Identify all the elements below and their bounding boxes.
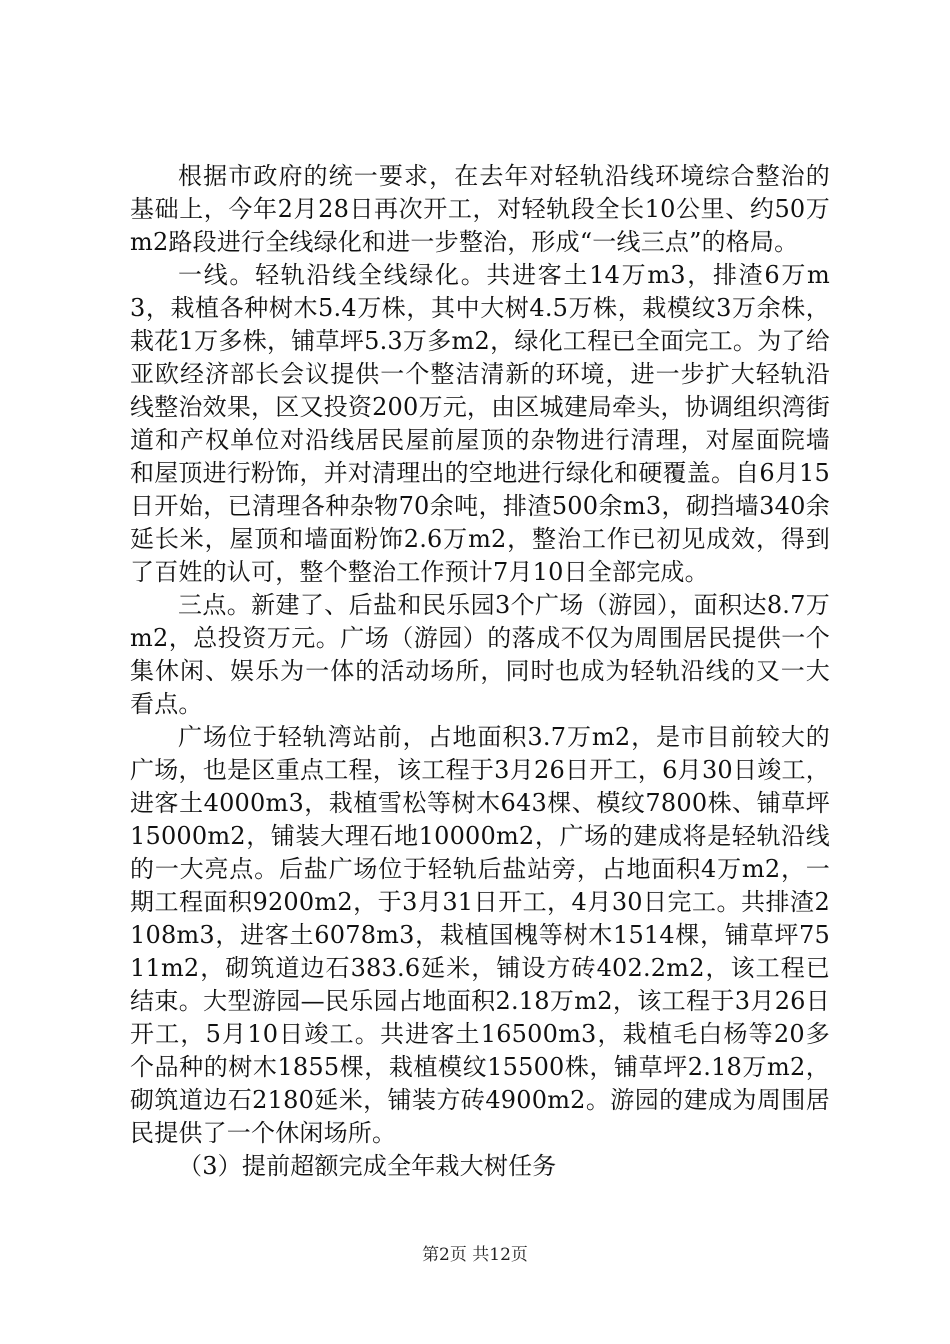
paragraph-section-heading: （3）提前超额完成全年栽大树任务: [178, 1152, 557, 1180]
paragraph-one-line: 一线。轻轨沿线全线绿化。共进客土14万m3，排渣6万m3，栽植各种树木5.4万株，其中大树4.5万株，栽模纹3万余株，栽花1万多株，铺草坪5.3万多m2，绿化工程已全面完工。为了给亚欧经济部长会议提供一个整洁清新的环境，进一步扩大轻轨沿线整治效果，区又投资200万元，由区城建局牵头，协调组织湾街道和产权单位对沿线居民屋前屋顶的杂物进行清理，对屋面院墙和屋顶进行粉饰，并对清理出的空地进行绿化和硬覆盖。自6月15日开始，已清理各种杂物70余吨，排渣500余m3，砌挡墙340余延长米，屋顶和墙面粉饰2.6万m2，整治工作已初见成效，得到了百姓的认可，整个整治工作预计7月10日全部完成。: [130, 261, 830, 586]
paragraph-plaza-details: 广场位于轻轨湾站前，占地面积3.7万m2，是市目前较大的广场，也是区重点工程，该工程于3月26日开工，6月30日竣工，进客土4000m3，栽植雪松等树木643棵、模纹7800株、铺草坪15000m2，铺装大理石地10000m2，广场的建成将是轻轨沿线的一大亮点。后盐广场位于轻轨后盐站旁，占地面积4万m2，一期工程面积9200m2，于3月31日开工，4月30日完工。共排渣2108m3，进客土6078m3，栽植国槐等树木1514棵，铺草坪7511m2，砌筑道边石383.6延米，铺设方砖402.2m2，该工程已结束。大型游园—民乐园占地面积2.18万m2，该工程于3月26日开工，5月10日竣工。共进客土16500m3，栽植毛白杨等20多个品种的树木1855棵，栽植模纹15500株，铺草坪2.18万m2，砌筑道边石2180延米，铺装方砖4900m2。游园的建成为周围居民提供了一个休闲场所。: [130, 723, 830, 1147]
paragraph-three-points: 三点。新建了、后盐和民乐园3个广场（游园），面积达8.7万m2，总投资万元。广场（游园）的落成不仅为周围居民提供一个集休闲、娱乐为一体的活动场所，同时也成为轻轨沿线的又一大看点。: [130, 591, 830, 718]
page-number-footer: 第2页 共12页: [422, 1245, 528, 1265]
document-body: [130, 160, 830, 1183]
paragraph-intro: 根据市政府的统一要求，在去年对轻轨沿线环境综合整治的基础上，今年2月28日再次开工，对轻轨段全长10公里、约50万m2路段进行全线绿化和进一步整治，形成“一线三点”的格局。: [130, 162, 830, 256]
